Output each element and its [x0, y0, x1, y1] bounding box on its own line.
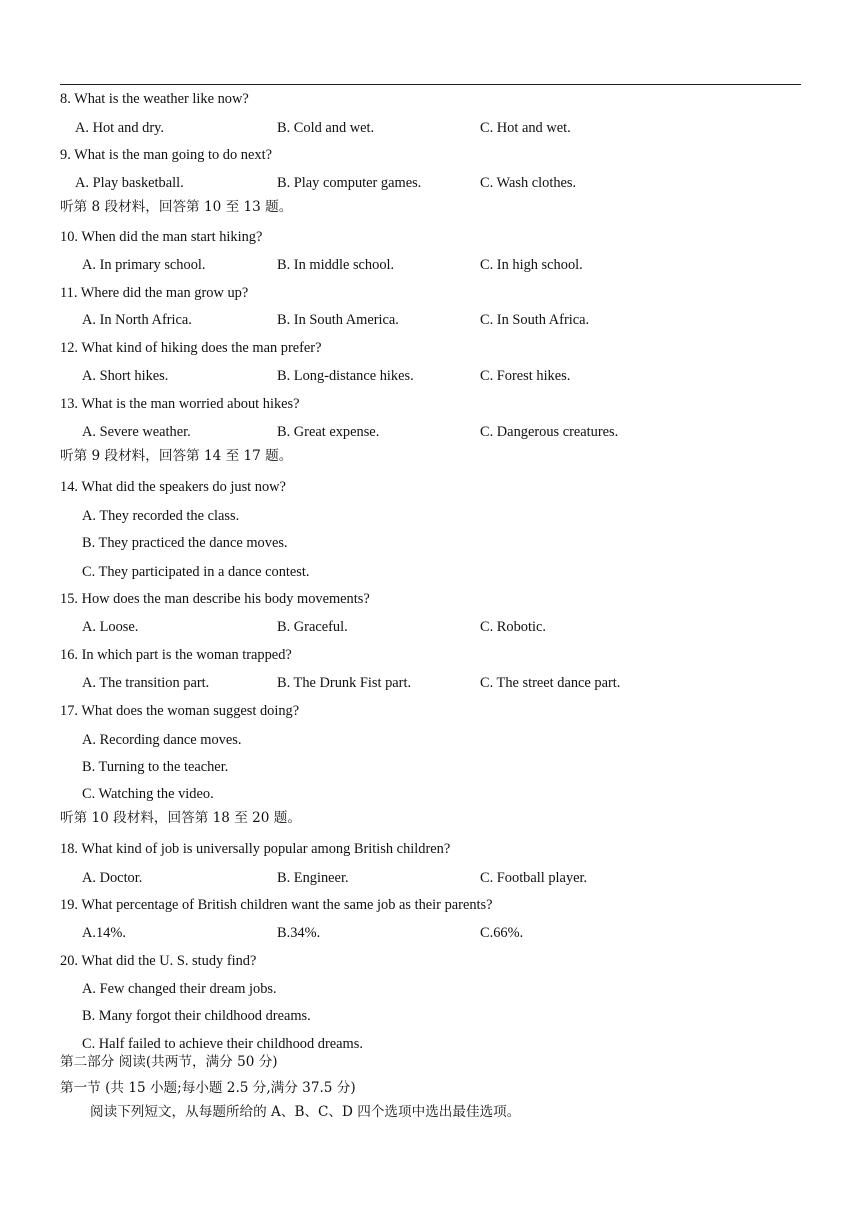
option-a: A. Short hikes.	[82, 368, 169, 384]
question-stem: 17. What does the woman suggest doing?	[60, 703, 300, 719]
option-a: A. In primary school.	[82, 257, 206, 273]
option-a: A. Recording dance moves.	[82, 732, 242, 748]
question-stem: 20. What did the U. S. study find?	[60, 953, 257, 969]
option-b: B.34%.	[277, 925, 321, 941]
reading-instruction: 阅读下列短文，从每题所给的 A、B、C、D 四个选项中选出最佳选项。	[90, 1104, 521, 1120]
header-rule	[60, 84, 801, 85]
question-stem: 13. What is the man worried about hikes?	[60, 396, 300, 412]
section-instruction: 听第 10 段材料，回答第 18 至 20 题。	[60, 810, 301, 826]
option-c: C. Wash clothes.	[480, 175, 577, 191]
section-instruction: 听第 9 段材料，回答第 14 至 17 题。	[60, 448, 293, 464]
option-c: C. Half failed to achieve their childhood dreams.	[82, 1036, 363, 1052]
option-c: C. Hot and wet.	[480, 120, 571, 136]
question-stem: 8. What is the weather like now?	[60, 91, 249, 107]
question-stem: 9. What is the man going to do next?	[60, 147, 272, 163]
option-c: C. They participated in a dance contest.	[82, 564, 310, 580]
option-a: A. In North Africa.	[82, 312, 192, 328]
question-stem: 11. Where did the man grow up?	[60, 285, 249, 301]
option-b: B. Many forgot their childhood dreams.	[82, 1008, 311, 1024]
option-c: C. Football player.	[480, 870, 588, 886]
option-c: C. In high school.	[480, 257, 583, 273]
question-stem: 15. How does the man describe his body movements?	[60, 591, 370, 607]
option-b: B. Cold and wet.	[277, 120, 375, 136]
option-b: B. Graceful.	[277, 619, 348, 635]
question-stem: 10. When did the man start hiking?	[60, 229, 263, 245]
option-b: B. Play computer games.	[277, 175, 422, 191]
option-a: A. They recorded the class.	[82, 508, 240, 524]
question-stem: 18. What kind of job is universally popular among British children?	[60, 841, 451, 857]
option-b: B. The Drunk Fist part.	[277, 675, 412, 691]
option-a: A. The transition part.	[82, 675, 210, 691]
option-a: A. Play basketball.	[75, 175, 184, 191]
option-b: B. In South America.	[277, 312, 399, 328]
option-c: C. Robotic.	[480, 619, 546, 635]
option-a: A. Hot and dry.	[75, 120, 164, 136]
option-b: B. Engineer.	[277, 870, 349, 886]
option-b: B. Great expense.	[277, 424, 380, 440]
option-a: A. Few changed their dream jobs.	[82, 981, 277, 997]
option-c: C. Forest hikes.	[480, 368, 571, 384]
option-c: C. The street dance part.	[480, 675, 621, 691]
question-stem: 12. What kind of hiking does the man prefer?	[60, 340, 322, 356]
option-b: B. Long-distance hikes.	[277, 368, 414, 384]
option-a: A. Doctor.	[82, 870, 143, 886]
option-b: B. They practiced the dance moves.	[82, 535, 288, 551]
question-stem: 19. What percentage of British children want the same job as their parents?	[60, 897, 493, 913]
question-stem: 14. What did the speakers do just now?	[60, 479, 286, 495]
option-c: C. Dangerous creatures.	[480, 424, 619, 440]
section-instruction: 听第 8 段材料，回答第 10 至 13 题。	[60, 199, 293, 215]
option-a: A. Loose.	[82, 619, 139, 635]
option-a: A.14%.	[82, 925, 126, 941]
option-c: C. Watching the video.	[82, 786, 214, 802]
section-heading: 第一节 (共 15 小题;每小题 2.5 分,满分 37.5 分)	[60, 1080, 356, 1096]
option-b: B. In middle school.	[277, 257, 395, 273]
option-c: C. In South Africa.	[480, 312, 590, 328]
question-stem: 16. In which part is the woman trapped?	[60, 647, 292, 663]
option-c: C.66%.	[480, 925, 524, 941]
part-heading: 第二部分 阅读(共两节，满分 50 分)	[60, 1054, 278, 1070]
option-a: A. Severe weather.	[82, 424, 191, 440]
option-b: B. Turning to the teacher.	[82, 759, 229, 775]
